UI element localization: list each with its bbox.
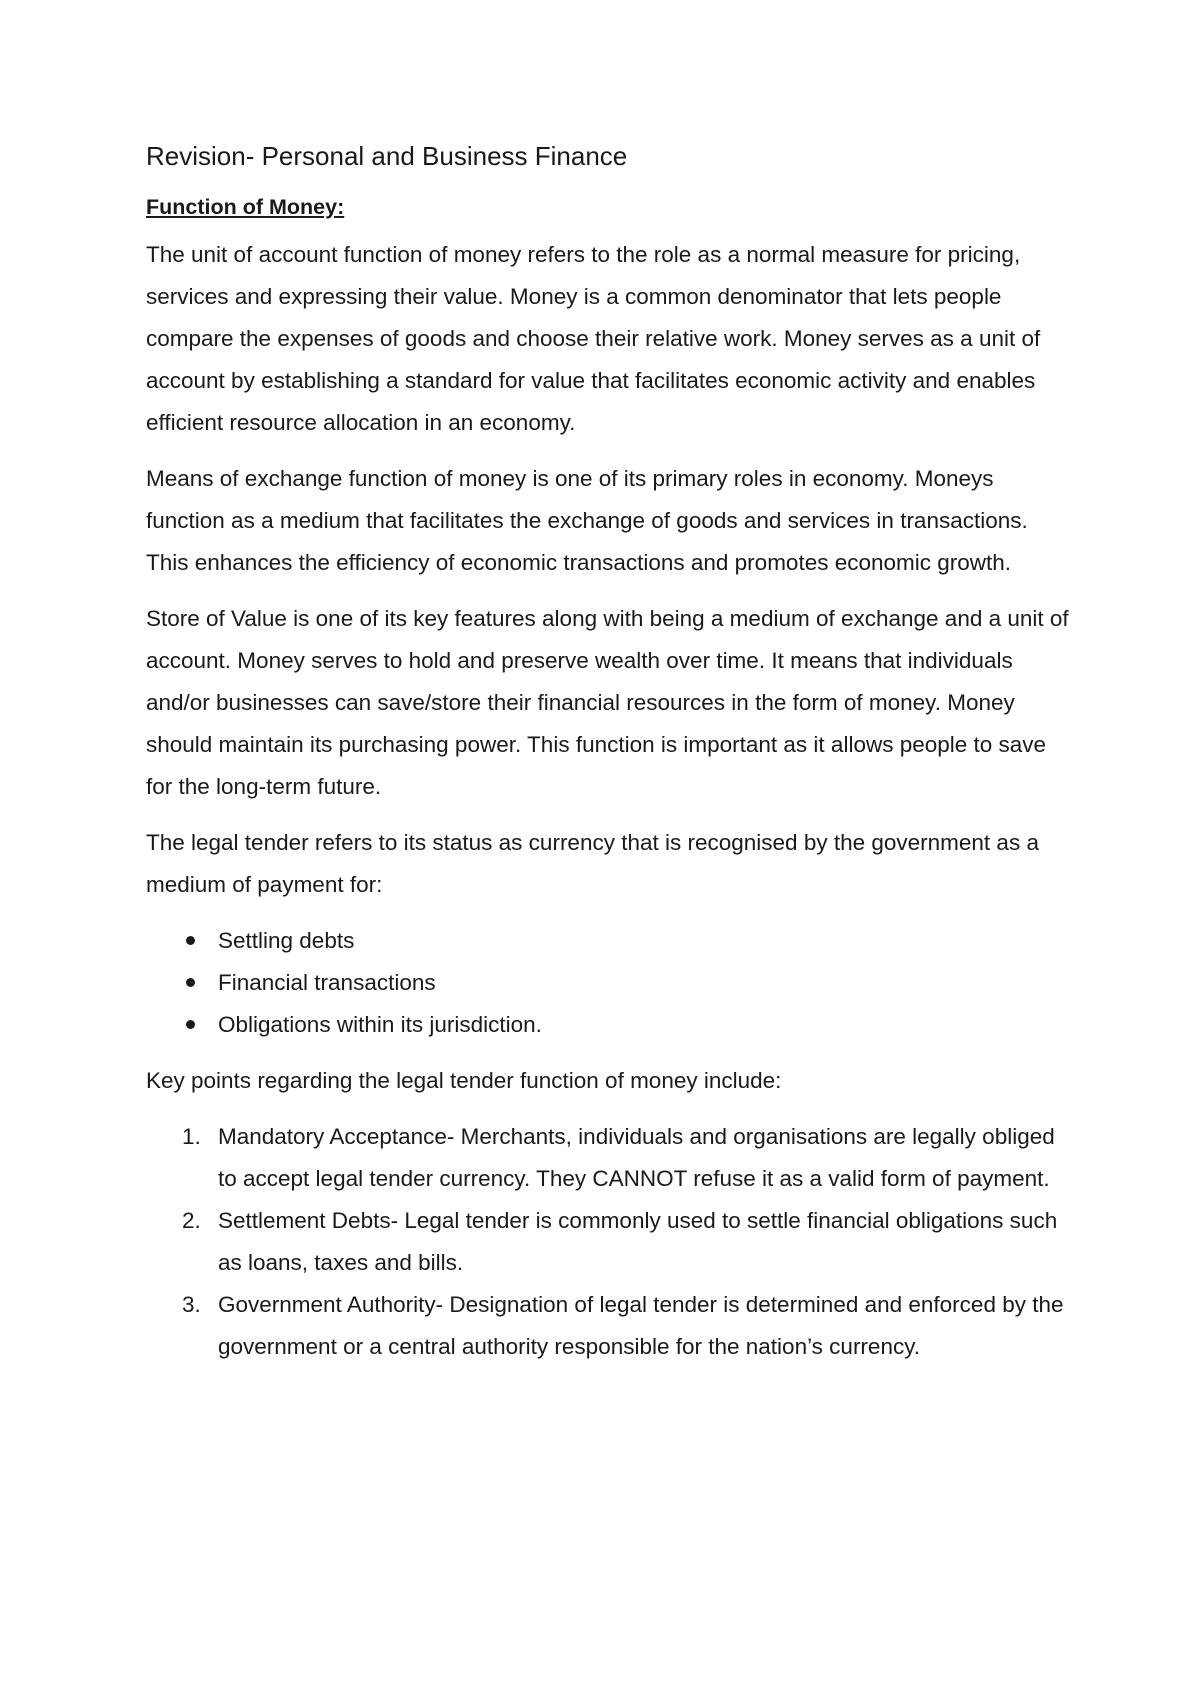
list-item [146, 962, 1076, 1004]
list-item [146, 920, 1076, 962]
section-heading: Function of Money: [146, 194, 345, 219]
paragraph-means-of-exchange: Means of exchange function of money is one of its primary roles in economy. Moneys function as a medium that facilitates the exchange of goods and services in transactions. This enhances the efficiency of economic transactions and promotes economic growth. [146, 465, 1028, 575]
paragraph-store-of-value: Store of Value is one of its key features along with being a medium of exchange and a unit of account. Money serves to hold and preserve wealth over time. It means that individuals and/or businesses can save/store their financial resources in the form of money. Money should maintain its purchasing power. This function is important as it allows people to save for the long-term future. [146, 605, 1069, 799]
list-item [146, 1284, 1076, 1368]
list-item-text: Financial transactions [218, 969, 436, 995]
bullet-icon [186, 936, 195, 945]
list-number: 1. [182, 1123, 201, 1149]
document-title: Revision- Personal and Business Finance [146, 141, 628, 171]
key-points-intro: Key points regarding the legal tender function of money include: [146, 1067, 782, 1093]
list-item-text: Settling debts [218, 927, 355, 953]
list-number: 2. [182, 1207, 201, 1233]
list-item-text: Settlement Debts- Legal tender is commonly used to settle financial obligations such as loans, taxes and bills. [218, 1207, 1058, 1275]
list-item [146, 1004, 1076, 1046]
list-item-text: Mandatory Acceptance- Merchants, individuals and organisations are legally obliged to accept legal tender currency. They CANNOT refuse it as a valid form of payment. [218, 1123, 1055, 1191]
bullet-icon [186, 978, 195, 987]
list-item [146, 1116, 1076, 1200]
paragraph-legal-tender: The legal tender refers to its status as currency that is recognised by the government as a medium of payment for: [146, 829, 1039, 897]
list-item-text: Government Authority- Designation of legal tender is determined and enforced by the government or a central authority responsible for the nation’s currency. [218, 1291, 1064, 1359]
numbered-list [146, 1116, 1076, 1368]
bullet-icon [186, 1020, 195, 1029]
bullet-list [146, 920, 1076, 1046]
list-number: 3. [182, 1291, 201, 1317]
paragraph-unit-of-account: The unit of account function of money refers to the role as a normal measure for pricing, services and expressing their value. Money is a common denominator that lets people compare the expenses of goods and choose their relative work. Money serves as a unit of account by establishing a standard for value that facilitates economic activity and enables efficient resource allocation in an economy. [146, 241, 1041, 435]
list-item [146, 1200, 1076, 1284]
document-page [146, 140, 1076, 1368]
list-item-text: Obligations within its jurisdiction. [218, 1011, 542, 1037]
